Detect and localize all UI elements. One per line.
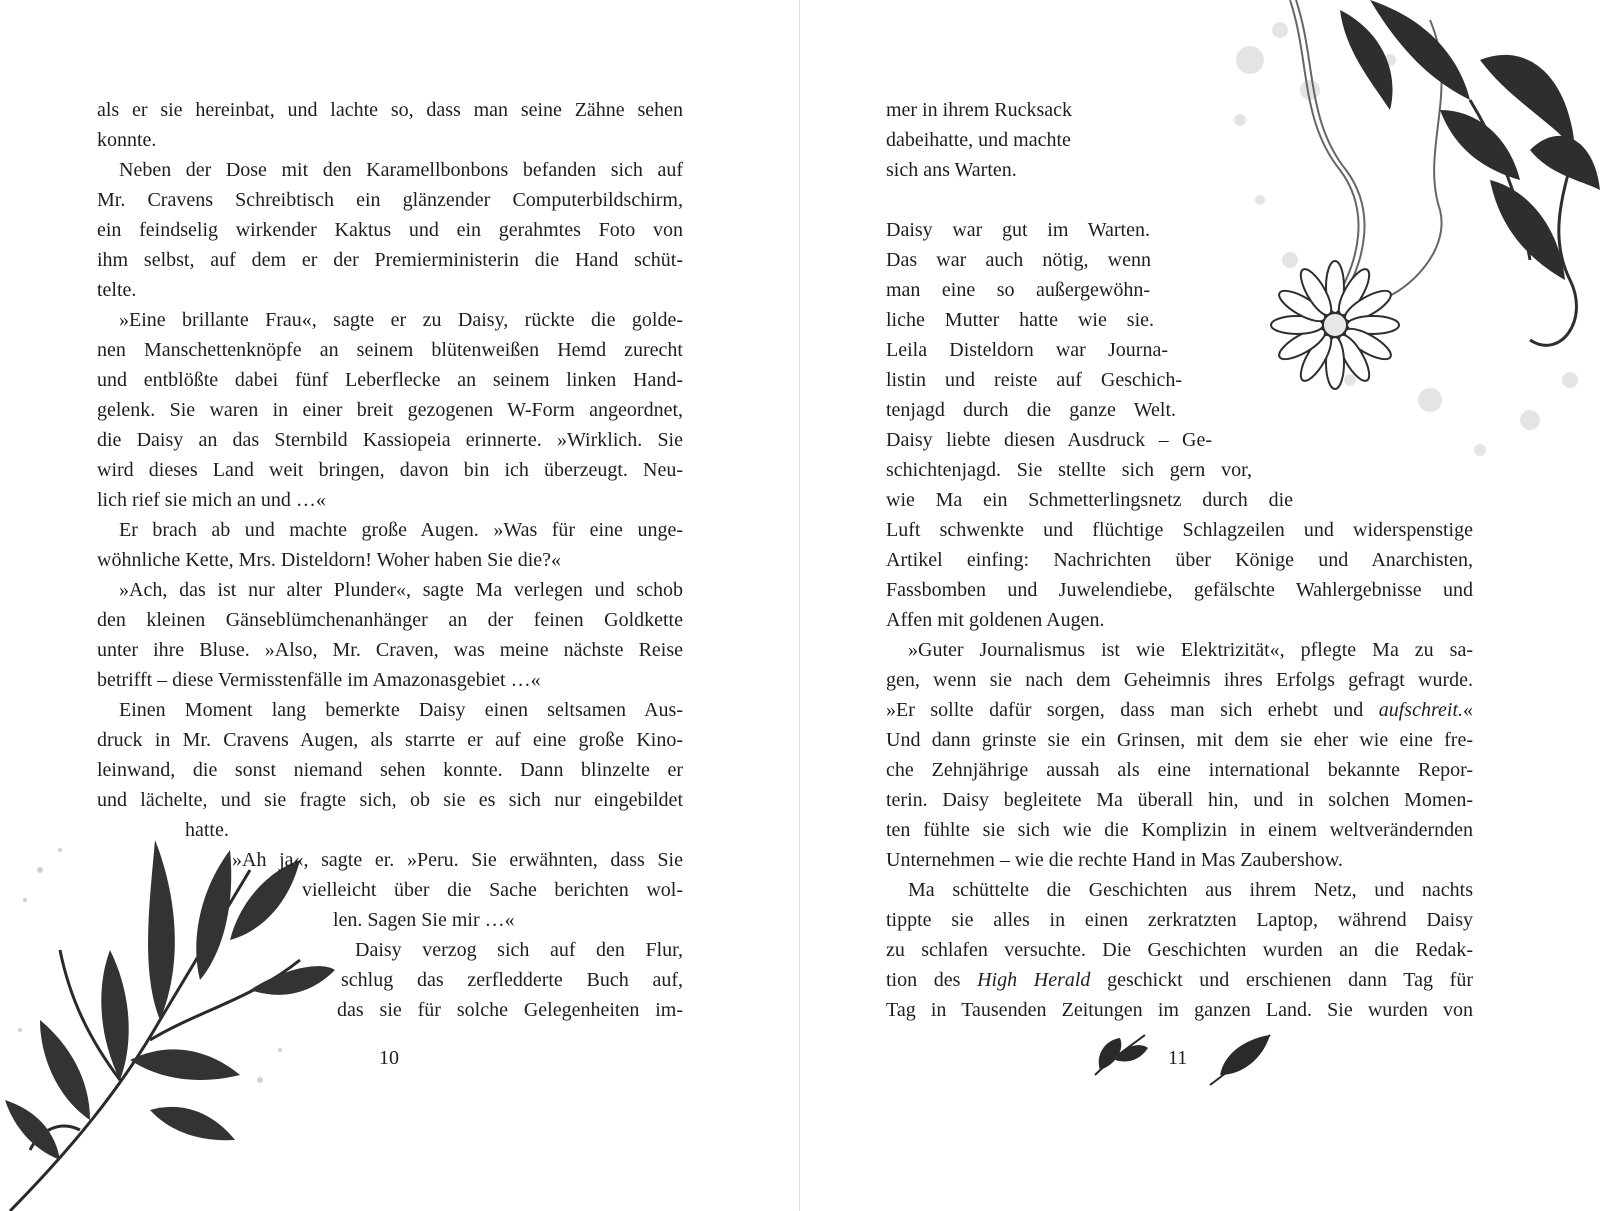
text-segment: tion des xyxy=(886,969,978,991)
text-line: druck in Mr. Cravens Augen, als starrte er auf eine große Kino- xyxy=(97,729,683,751)
text-line: Ma schüttelte die Geschichten aus ihrem Netz, und nachts xyxy=(908,879,1473,901)
text-segment: geschickt und erschienen dann Tag für xyxy=(1090,969,1473,991)
text-line: unter ihre Bluse. »Also, Mr. Craven, was meine nächste Reise xyxy=(97,639,683,661)
text-line xyxy=(886,965,1473,995)
text-line: Fassbomben und Juwelendiebe, gefälschte Wahlergebnisse und xyxy=(886,579,1473,601)
text-line: dabeihatte, und machte xyxy=(886,129,1071,151)
text-line: wird dieses Land weit bringen, davon bin ich überzeugt. Neu- xyxy=(97,459,683,481)
text-line: betrifft – diese Vermisstenfälle im Amazonasgebiet …« xyxy=(97,669,541,691)
text-line: Daisy liebte diesen Ausdruck – Ge- xyxy=(886,429,1212,451)
text-line: »Eine brillante Frau«, sagte er zu Daisy, rückte die golde- xyxy=(119,309,683,331)
text-line: wie Ma ein Schmetterlingsnetz durch die xyxy=(886,489,1293,511)
text-line: listin und reiste auf Geschich- xyxy=(886,369,1182,391)
leaf-ornament-right xyxy=(1205,1030,1275,1090)
text-line: Daisy verzog sich auf den Flur, xyxy=(355,939,683,961)
text-line: telte. xyxy=(97,279,137,301)
text-line: ten fühlte sie sich wie die Komplizin in einem weltverändernden xyxy=(886,819,1473,841)
text-line: Leila Disteldorn war Journa- xyxy=(886,339,1168,361)
page-number: 10 xyxy=(379,1047,399,1069)
text-line: als er sie hereinbat, und lachte so, dass man seine Zähne sehen xyxy=(97,99,683,121)
text-line: »Ah ja«, sagte er. »Peru. Sie erwähnten, dass Sie xyxy=(232,849,683,871)
text-line: »Ach, das ist nur alter Plunder«, sagte Ma verlegen und schob xyxy=(119,579,683,601)
text-line: Daisy war gut im Warten. xyxy=(886,219,1150,241)
text-line: ihm selbst, auf dem er der Premierministerin die Hand schüt- xyxy=(97,249,683,271)
text-line: Neben der Dose mit den Karamellbonbons befanden sich auf xyxy=(119,159,683,181)
text-line: Und dann grinste sie ein Grinsen, mit dem sie eher wie eine fre- xyxy=(886,729,1473,751)
page-number: 11 xyxy=(1168,1047,1188,1069)
text-line: mer in ihrem Rucksack xyxy=(886,99,1073,121)
leaf-ornament-left xyxy=(1090,1030,1150,1080)
text-segment-italic: aufschreit. xyxy=(1378,699,1463,721)
text-line: Einen Moment lang bemerkte Daisy einen seltsamen Aus- xyxy=(119,699,683,721)
text-line xyxy=(886,695,1473,725)
text-line: man eine so außergewöhn- xyxy=(886,279,1150,301)
text-line: Tag in Tausenden Zeitungen im ganzen Land. Sie wurden von xyxy=(886,999,1473,1021)
text-line: den kleinen Gänseblümchenanhänger an der feinen Goldkette xyxy=(97,609,683,631)
text-line: leinwand, die sonst niemand sehen konnte. Dann blinzelte er xyxy=(97,759,683,781)
text-line: Unternehmen – wie die rechte Hand in Mas Zaubershow. xyxy=(886,849,1343,871)
text-line: gelenk. Sie waren in einer breit gezogenen W-Form angeordnet, xyxy=(97,399,683,421)
text-segment: »Er sollte dafür sorgen, dass man sich erhebt und xyxy=(886,699,1379,721)
text-line: »Guter Journalismus ist wie Elektrizität«, pflegte Ma zu sa- xyxy=(908,639,1473,661)
text-line: liche Mutter hatte wie sie. xyxy=(886,309,1154,331)
daisy-pendant-vine-illustration xyxy=(1230,0,1600,480)
text-line: tippte sie alles in einen zerkratzten Laptop, während Daisy xyxy=(886,909,1473,931)
text-line: Luft schwenkte und flüchtige Schlagzeilen und widerspenstige xyxy=(886,519,1473,541)
text-line: das sie für solche Gelegenheiten im- xyxy=(337,999,683,1021)
text-line: Mr. Cravens Schreibtisch ein glänzender Computerbildschirm, xyxy=(97,189,683,211)
leaf-branch-illustration xyxy=(0,830,340,1211)
daisy-flower xyxy=(1271,261,1399,389)
text-line: len. Sagen Sie mir …« xyxy=(333,909,515,931)
text-line: nen Manschettenknöpfe an seinem blütenweißen Hemd zurecht xyxy=(97,339,683,361)
text-line: gen, wenn sie nach dem Geheimnis ihres Erfolgs gefragt wurde. xyxy=(886,669,1473,691)
text-line: sich ans Warten. xyxy=(886,159,1017,181)
text-line: und entblößte dabei fünf Leberflecke an seinem linken Hand- xyxy=(97,369,683,391)
text-line: tenjagd durch die ganze Welt. xyxy=(886,399,1176,421)
text-line: lich rief sie mich an und …« xyxy=(97,489,326,511)
text-segment: « xyxy=(1463,699,1473,721)
text-line: zu schlafen versuchte. Die Geschichten wurden an die Redak- xyxy=(886,939,1473,961)
text-line: Das war auch nötig, wenn xyxy=(886,249,1151,271)
text-line: schichtenjagd. Sie stellte sich gern vor, xyxy=(886,459,1252,481)
text-line: schlug das zerfledderte Buch auf, xyxy=(341,969,683,991)
text-line: Affen mit goldenen Augen. xyxy=(886,609,1105,631)
text-line: terin. Daisy begleitete Ma überall hin, und in solchen Momen- xyxy=(886,789,1473,811)
right-page xyxy=(800,0,1600,1211)
text-line: Er brach ab und machte große Augen. »Was für eine unge- xyxy=(119,519,683,541)
text-line: che Zehnjährige aussah als eine international bekannte Repor- xyxy=(886,759,1473,781)
text-line: wöhnliche Kette, Mrs. Disteldorn! Woher haben Sie die?« xyxy=(97,549,562,571)
text-line: die Daisy an das Sternbild Kassiopeia erinnerte. »Wirklich. Sie xyxy=(97,429,683,451)
text-line: vielleicht über die Sache berichten wol- xyxy=(302,879,683,901)
text-line: ein feindselig wirkender Kaktus und ein gerahmtes Foto von xyxy=(97,219,683,241)
text-line: konnte. xyxy=(97,129,157,151)
text-segment-italic: High Herald xyxy=(977,969,1091,991)
text-line: und lächelte, und sie fragte sich, ob sie es sich nur eingebildet xyxy=(97,789,683,811)
text-line: hatte. xyxy=(185,819,229,841)
text-line: Artikel einfing: Nachrichten über Könige und Anarchisten, xyxy=(886,549,1473,571)
